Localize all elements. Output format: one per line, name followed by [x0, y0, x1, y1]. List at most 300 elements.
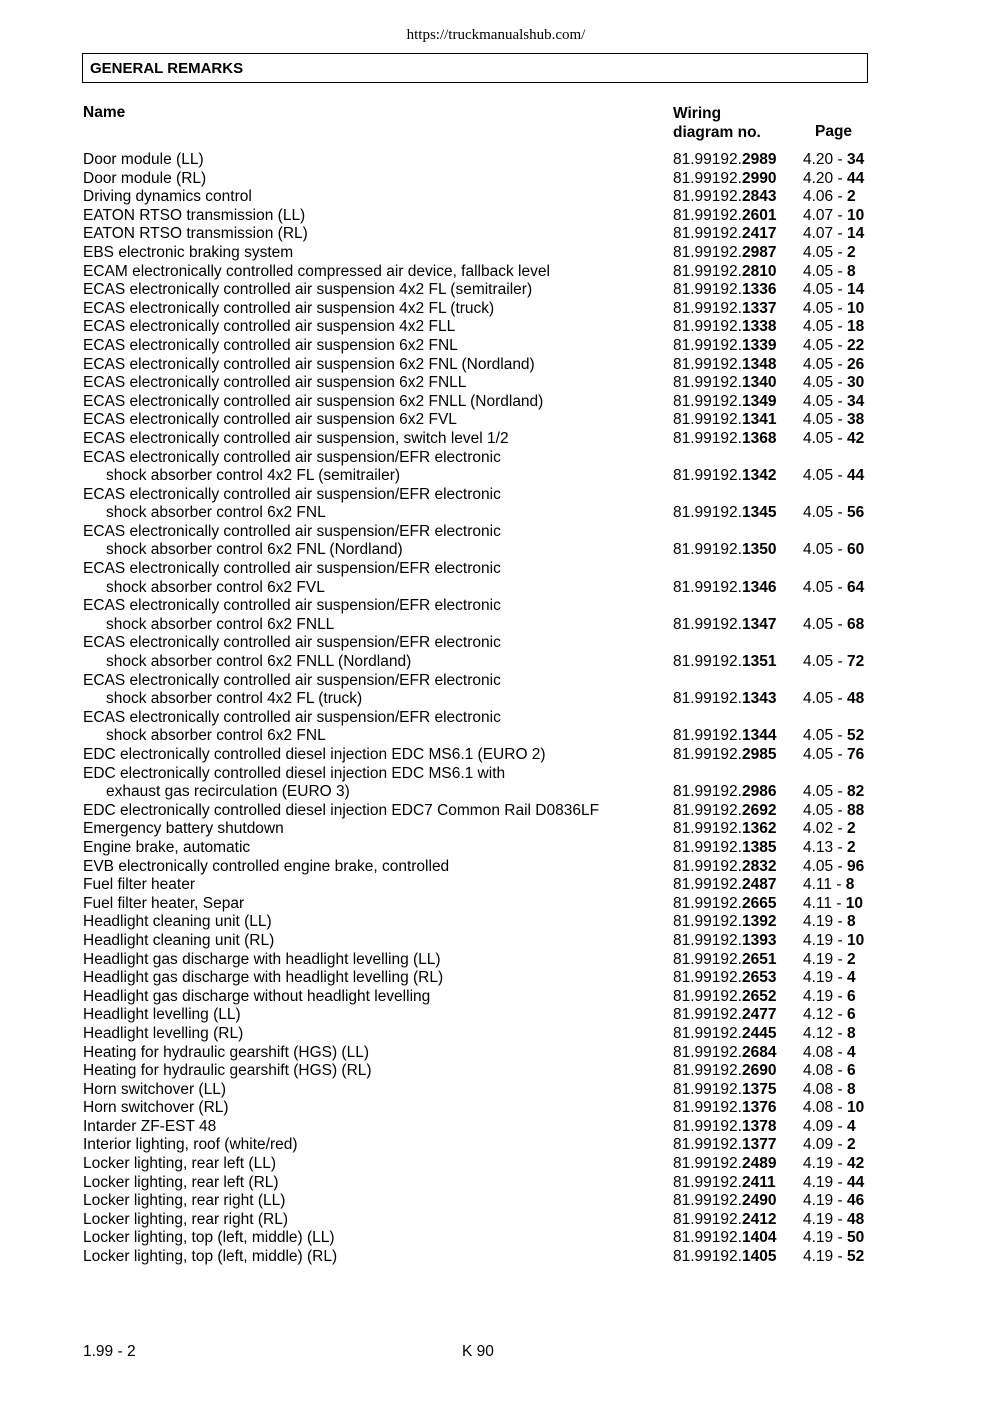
table-row — [0, 207, 992, 226]
page-prefix: 4.19 - — [803, 1248, 847, 1266]
wiring-prefix: 81.99192. — [673, 820, 742, 838]
row-wiring-diagram-no — [673, 1136, 776, 1155]
page-number: 50 — [846, 1229, 865, 1247]
page-prefix: 4.05 - — [803, 318, 847, 336]
table-row — [0, 430, 992, 449]
row-page — [803, 895, 863, 914]
row-name-continuation: shock absorber control 4x2 FL (truck) — [106, 690, 363, 708]
row-page — [803, 1118, 856, 1137]
page-number: 2 — [846, 820, 856, 838]
row-name-line: Locker lighting, rear left (RL) — [83, 1173, 279, 1191]
row-page — [803, 188, 856, 207]
row-name — [83, 1248, 337, 1267]
table-row — [0, 932, 992, 951]
row-name-line: Emergency battery shutdown — [83, 820, 284, 838]
row-name — [83, 244, 293, 263]
table-row — [0, 244, 992, 263]
page-number: 56 — [846, 504, 865, 522]
row-wiring-diagram-no — [673, 263, 776, 282]
page-number: 22 — [846, 336, 865, 354]
row-wiring-diagram-no — [673, 876, 776, 895]
wiring-prefix: 81.99192. — [673, 950, 742, 968]
row-name — [83, 1081, 226, 1100]
wiring-number: 2986 — [741, 783, 777, 801]
row-page — [803, 263, 856, 282]
row-name-line: Fuel filter heater, Separ — [83, 894, 245, 912]
row-name-line: ECAS electronically controlled air suspension 6x2 FNL — [83, 336, 458, 354]
row-name-line: Locker lighting, top (left, middle) (RL) — [83, 1248, 338, 1266]
row-name-continuation: shock absorber control 4x2 FL (semitrailer) — [106, 467, 401, 485]
page-prefix: 4.05 - — [803, 336, 847, 354]
row-name-line: ECAS electronically controlled air suspension 6x2 FNL (Nordland) — [83, 355, 535, 373]
row-name-line: ECAS electronically controlled air suspension 6x2 FVL — [83, 411, 457, 429]
table-row — [0, 1192, 992, 1211]
page-prefix: 4.19 - — [803, 1229, 847, 1247]
wiring-prefix: 81.99192. — [673, 355, 742, 373]
row-name-line: Locker lighting, top (left, middle) (LL) — [83, 1229, 335, 1247]
row-name-line: Engine brake, automatic — [83, 838, 251, 856]
row-name — [83, 393, 543, 412]
table-row — [0, 709, 992, 746]
page-number: 4 — [846, 1043, 856, 1061]
row-name-continuation: shock absorber control 6x2 FNL — [106, 504, 326, 522]
wiring-number: 1348 — [741, 355, 777, 373]
table-row — [0, 1025, 992, 1044]
wiring-number: 1375 — [741, 1080, 777, 1098]
wiring-number: 1378 — [741, 1117, 777, 1135]
row-wiring-diagram-no — [673, 802, 776, 821]
page-prefix: 4.05 - — [803, 727, 847, 745]
page-prefix: 4.05 - — [803, 857, 847, 875]
row-name-line: Interior lighting, roof (white/red) — [83, 1136, 298, 1154]
page-prefix: 4.19 - — [803, 913, 847, 931]
row-name-line: EVB electronically controlled engine brake, controlled — [83, 857, 450, 875]
row-wiring-diagram-no — [673, 1248, 776, 1267]
table-row — [0, 1136, 992, 1155]
wiring-prefix: 81.99192. — [673, 1192, 742, 1210]
row-wiring-diagram-no — [673, 783, 776, 802]
row-page — [803, 337, 864, 356]
table-row — [0, 411, 992, 430]
row-wiring-diagram-no — [673, 374, 776, 393]
row-name-line: ECAS electronically controlled air suspension/EFR electronic — [83, 485, 501, 503]
table-row — [0, 839, 992, 858]
column-header-wiring-line1: Wiring — [673, 105, 722, 122]
row-name — [83, 951, 441, 970]
wiring-number: 1346 — [741, 578, 777, 596]
page-number: 30 — [846, 374, 865, 392]
wiring-prefix: 81.99192. — [673, 1006, 742, 1024]
page-prefix: 4.05 - — [803, 392, 847, 410]
row-page — [803, 951, 856, 970]
row-wiring-diagram-no — [673, 356, 776, 375]
page-prefix: 4.19 - — [803, 969, 847, 987]
row-wiring-diagram-no — [673, 1099, 776, 1118]
wiring-prefix: 81.99192. — [673, 931, 742, 949]
wiring-number: 1341 — [741, 411, 777, 429]
wiring-number: 1344 — [741, 727, 777, 745]
row-name — [83, 1044, 369, 1063]
page-prefix: 4.07 - — [803, 206, 847, 224]
wiring-number: 2651 — [741, 950, 777, 968]
row-name-line: EATON RTSO transmission (RL) — [83, 225, 308, 243]
page-prefix: 4.05 - — [803, 504, 847, 522]
row-name-line: ECAS electronically controlled air suspension 6x2 FNLL (Nordland) — [83, 392, 544, 410]
footer-code: K 90 — [462, 1343, 494, 1360]
row-wiring-diagram-no — [673, 579, 776, 598]
table-row — [0, 1211, 992, 1230]
wiring-prefix: 81.99192. — [673, 1229, 742, 1247]
page-prefix: 4.06 - — [803, 188, 847, 206]
row-name — [83, 1174, 279, 1193]
row-wiring-diagram-no — [673, 1155, 776, 1174]
row-name-line: EBS electronic braking system — [83, 243, 294, 261]
page-number: 8 — [845, 876, 855, 894]
row-name-line: Headlight gas discharge with headlight levelling (RL) — [83, 969, 444, 987]
wiring-prefix: 81.99192. — [673, 188, 742, 206]
row-name — [83, 356, 535, 375]
row-wiring-diagram-no — [673, 318, 776, 337]
row-wiring-diagram-no — [673, 225, 776, 244]
row-page — [803, 1062, 856, 1081]
row-wiring-diagram-no — [673, 913, 776, 932]
wiring-number: 1338 — [741, 318, 777, 336]
row-name-line: Headlight cleaning unit (RL) — [83, 931, 275, 949]
page-number: 42 — [846, 1155, 865, 1173]
wiring-prefix: 81.99192. — [673, 857, 742, 875]
row-name-continuation: exhaust gas recirculation (EURO 3) — [106, 783, 350, 801]
page-number: 60 — [846, 541, 865, 559]
page-prefix: 4.05 - — [803, 801, 847, 819]
wiring-number: 1347 — [741, 615, 777, 633]
row-name — [83, 523, 501, 560]
wiring-number: 2411 — [741, 1173, 776, 1191]
page-prefix: 4.05 - — [803, 243, 847, 261]
page-number: 64 — [846, 578, 865, 596]
page-prefix: 4.05 - — [803, 783, 847, 801]
page-number: 34 — [846, 392, 865, 410]
row-name-line: ECAS electronically controlled air suspension/EFR electronic — [83, 634, 501, 652]
row-page — [803, 300, 864, 319]
page-prefix: 4.08 - — [803, 1080, 847, 1098]
wiring-prefix: 81.99192. — [673, 1173, 742, 1191]
row-page — [803, 244, 856, 263]
row-page — [803, 1192, 864, 1211]
page-number: 6 — [846, 1062, 856, 1080]
table-row — [0, 225, 992, 244]
row-name — [83, 337, 458, 356]
page-number: 10 — [846, 299, 865, 317]
row-wiring-diagram-no — [673, 300, 776, 319]
row-wiring-diagram-no — [673, 467, 776, 486]
wiring-number: 2990 — [741, 169, 777, 187]
wiring-number: 1404 — [741, 1229, 777, 1247]
wiring-number: 1340 — [741, 374, 777, 392]
row-name — [83, 411, 457, 430]
wiring-prefix: 81.99192. — [673, 987, 742, 1005]
page-prefix: 4.05 - — [803, 374, 847, 392]
wiring-number: 1337 — [741, 299, 777, 317]
footer-page-ref: 1.99 - 2 — [83, 1343, 136, 1360]
wiring-number: 1343 — [741, 690, 777, 708]
row-wiring-diagram-no — [673, 746, 776, 765]
wiring-prefix: 81.99192. — [673, 467, 742, 485]
row-wiring-diagram-no — [673, 1118, 776, 1137]
table-row — [0, 486, 992, 523]
page-number: 10 — [846, 206, 865, 224]
wiring-number: 1405 — [741, 1248, 777, 1266]
table-row — [0, 895, 992, 914]
row-wiring-diagram-no — [673, 1174, 776, 1193]
row-name-line: ECAS electronically controlled air suspension 4x2 FL (truck) — [83, 299, 495, 317]
page-prefix: 4.05 - — [803, 541, 847, 559]
row-name-continuation: shock absorber control 6x2 FNL (Nordland) — [106, 541, 403, 559]
wiring-prefix: 81.99192. — [673, 151, 742, 168]
page-number: 68 — [846, 615, 865, 633]
row-name — [83, 1192, 285, 1211]
column-header-wiring-line2: diagram no. — [673, 124, 761, 141]
page-prefix: 4.05 - — [803, 690, 847, 708]
row-wiring-diagram-no — [673, 1229, 776, 1248]
row-wiring-diagram-no — [673, 969, 776, 988]
section-header-box — [82, 53, 868, 83]
page-number: 10 — [846, 931, 865, 949]
table-row — [0, 1155, 992, 1174]
wiring-prefix: 81.99192. — [673, 206, 742, 224]
wiring-number: 1339 — [741, 336, 777, 354]
row-name — [83, 225, 308, 244]
table-row — [0, 1248, 992, 1267]
wiring-prefix: 81.99192. — [673, 541, 742, 559]
wiring-number: 2690 — [741, 1062, 777, 1080]
row-name-line: Driving dynamics control — [83, 188, 252, 206]
table-row — [0, 876, 992, 895]
row-name — [83, 1136, 298, 1155]
row-page — [803, 1025, 856, 1044]
page-prefix: 4.19 - — [803, 987, 847, 1005]
wiring-prefix: 81.99192. — [673, 318, 742, 336]
page-prefix: 4.19 - — [803, 1155, 847, 1173]
wiring-prefix: 81.99192. — [673, 1136, 742, 1154]
page-number: 44 — [846, 1173, 865, 1191]
table-row — [0, 765, 992, 802]
row-page — [803, 225, 864, 244]
page-prefix: 4.19 - — [803, 1192, 847, 1210]
wiring-prefix: 81.99192. — [673, 1248, 742, 1266]
wiring-prefix: 81.99192. — [673, 727, 742, 745]
page-prefix: 4.20 - — [803, 169, 847, 187]
wiring-number: 1349 — [741, 392, 777, 410]
table-row — [0, 1044, 992, 1063]
row-page — [803, 151, 864, 170]
row-name — [83, 858, 449, 877]
row-page — [803, 783, 864, 802]
row-page — [803, 1229, 864, 1248]
row-page — [803, 746, 864, 765]
row-name-line: Headlight cleaning unit (LL) — [83, 913, 272, 931]
page-number: 34 — [846, 151, 865, 168]
page-number: 14 — [846, 281, 865, 299]
row-name-line: ECAS electronically controlled air suspension/EFR electronic — [83, 597, 501, 615]
wiring-number: 2652 — [741, 987, 777, 1005]
table-row — [0, 1099, 992, 1118]
row-name — [83, 1062, 372, 1081]
page-prefix: 4.05 - — [803, 653, 847, 671]
row-page — [803, 1081, 856, 1100]
page-number: 48 — [846, 690, 865, 708]
page-number: 44 — [846, 467, 865, 485]
row-wiring-diagram-no — [673, 1192, 776, 1211]
row-name — [83, 597, 501, 634]
row-name — [83, 1229, 335, 1248]
index-table — [0, 151, 992, 1267]
row-name-line: EATON RTSO transmission (LL) — [83, 206, 306, 224]
row-wiring-diagram-no — [673, 951, 776, 970]
page-number: 52 — [846, 727, 865, 745]
row-name-line: Headlight levelling (LL) — [83, 1006, 241, 1024]
table-row — [0, 672, 992, 709]
page-prefix: 4.05 - — [803, 299, 847, 317]
table-row — [0, 1006, 992, 1025]
row-page — [803, 318, 864, 337]
table-row — [0, 1081, 992, 1100]
row-page — [803, 430, 864, 449]
row-page — [803, 653, 864, 672]
row-page — [803, 913, 856, 932]
row-page — [803, 1044, 856, 1063]
table-row — [0, 951, 992, 970]
row-name-continuation: shock absorber control 6x2 FNLL (Nordland) — [106, 653, 412, 671]
wiring-number: 1376 — [741, 1099, 777, 1117]
row-name-line: ECAS electronically controlled air suspension/EFR electronic — [83, 522, 501, 540]
table-row — [0, 820, 992, 839]
row-name-line: Headlight gas discharge with headlight levelling (LL) — [83, 950, 441, 968]
page-number: 26 — [846, 355, 865, 373]
row-name-line: ECAS electronically controlled air suspension 4x2 FL (semitrailer) — [83, 281, 533, 299]
row-name — [83, 1025, 243, 1044]
page-prefix: 4.19 - — [803, 1210, 847, 1228]
table-row — [0, 802, 992, 821]
wiring-number: 1377 — [741, 1136, 777, 1154]
wiring-prefix: 81.99192. — [673, 838, 742, 856]
row-name — [83, 318, 455, 337]
row-name-line: Door module (LL) — [83, 151, 204, 168]
table-row — [0, 337, 992, 356]
page-number: 8 — [846, 1024, 856, 1042]
row-name-line: ECAS electronically controlled air suspension/EFR electronic — [83, 448, 501, 466]
page-prefix: 4.05 - — [803, 429, 847, 447]
row-name-continuation: shock absorber control 6x2 FNL — [106, 727, 326, 745]
table-row — [0, 393, 992, 412]
row-name-line: Door module (RL) — [83, 169, 207, 187]
row-name — [83, 913, 272, 932]
row-wiring-diagram-no — [673, 988, 776, 1007]
wiring-number: 2987 — [741, 243, 777, 261]
row-page — [803, 356, 864, 375]
page-number: 14 — [846, 225, 865, 243]
row-name — [83, 207, 305, 226]
wiring-prefix: 81.99192. — [673, 1210, 742, 1228]
page-number: 2 — [846, 188, 856, 206]
page-prefix: 4.08 - — [803, 1062, 847, 1080]
page-number: 76 — [846, 746, 865, 763]
row-page — [803, 207, 864, 226]
row-name — [83, 170, 206, 189]
row-wiring-diagram-no — [673, 393, 776, 412]
wiring-prefix: 81.99192. — [673, 746, 742, 763]
row-name-line: EDC electronically controlled diesel injection EDC MS6.1 with — [83, 764, 506, 782]
row-name — [83, 672, 501, 709]
wiring-prefix: 81.99192. — [673, 262, 742, 280]
page-prefix: 4.19 - — [803, 950, 847, 968]
page-number: 44 — [846, 169, 865, 187]
page-number: 96 — [846, 857, 865, 875]
page-prefix: 4.05 - — [803, 411, 847, 429]
table-row — [0, 597, 992, 634]
wiring-prefix: 81.99192. — [673, 690, 742, 708]
page-number: 38 — [846, 411, 865, 429]
row-name-line: ECAS electronically controlled air suspension 6x2 FNLL — [83, 374, 467, 392]
page-number: 52 — [846, 1248, 865, 1266]
source-url[interactable]: https://truckmanualshub.com/ — [406, 27, 586, 43]
table-row — [0, 356, 992, 375]
wiring-prefix: 81.99192. — [673, 615, 742, 633]
page-number: 72 — [846, 653, 865, 671]
row-name — [83, 765, 505, 802]
wiring-number: 2417 — [741, 225, 777, 243]
wiring-prefix: 81.99192. — [673, 969, 742, 987]
row-name-line: Locker lighting, rear right (LL) — [83, 1192, 286, 1210]
page-number: 10 — [846, 1099, 865, 1117]
row-page — [803, 727, 864, 746]
row-page — [803, 1248, 864, 1267]
page-number: 82 — [846, 783, 865, 801]
wiring-number: 2477 — [741, 1006, 777, 1024]
row-page — [803, 541, 864, 560]
wiring-prefix: 81.99192. — [673, 1024, 742, 1042]
row-name — [83, 895, 244, 914]
row-name-line: ECAS electronically controlled air suspension/EFR electronic — [83, 708, 501, 726]
row-name-line: Heating for hydraulic gearshift (HGS) (LL) — [83, 1043, 370, 1061]
page-number: 2 — [846, 1136, 856, 1154]
row-wiring-diagram-no — [673, 244, 776, 263]
row-wiring-diagram-no — [673, 411, 776, 430]
row-name — [83, 634, 501, 671]
wiring-number: 2489 — [741, 1155, 777, 1173]
page-prefix: 4.05 - — [803, 281, 847, 299]
row-name — [83, 263, 550, 282]
wiring-number: 2843 — [741, 188, 777, 206]
row-wiring-diagram-no — [673, 820, 776, 839]
row-page — [803, 858, 864, 877]
row-name — [83, 430, 509, 449]
row-page — [803, 170, 864, 189]
row-wiring-diagram-no — [673, 690, 776, 709]
page-prefix: 4.05 - — [803, 467, 847, 485]
row-name — [83, 281, 532, 300]
page-number: 10 — [845, 894, 864, 912]
wiring-prefix: 81.99192. — [673, 374, 742, 392]
row-name-line: Heating for hydraulic gearshift (HGS) (RL) — [83, 1062, 372, 1080]
page-number: 6 — [846, 1006, 856, 1024]
row-page — [803, 1136, 856, 1155]
row-page — [803, 393, 864, 412]
wiring-prefix: 81.99192. — [673, 1099, 742, 1117]
row-name-line: Locker lighting, rear left (LL) — [83, 1155, 276, 1173]
wiring-prefix: 81.99192. — [673, 169, 742, 187]
table-row — [0, 300, 992, 319]
wiring-number: 2810 — [741, 262, 777, 280]
